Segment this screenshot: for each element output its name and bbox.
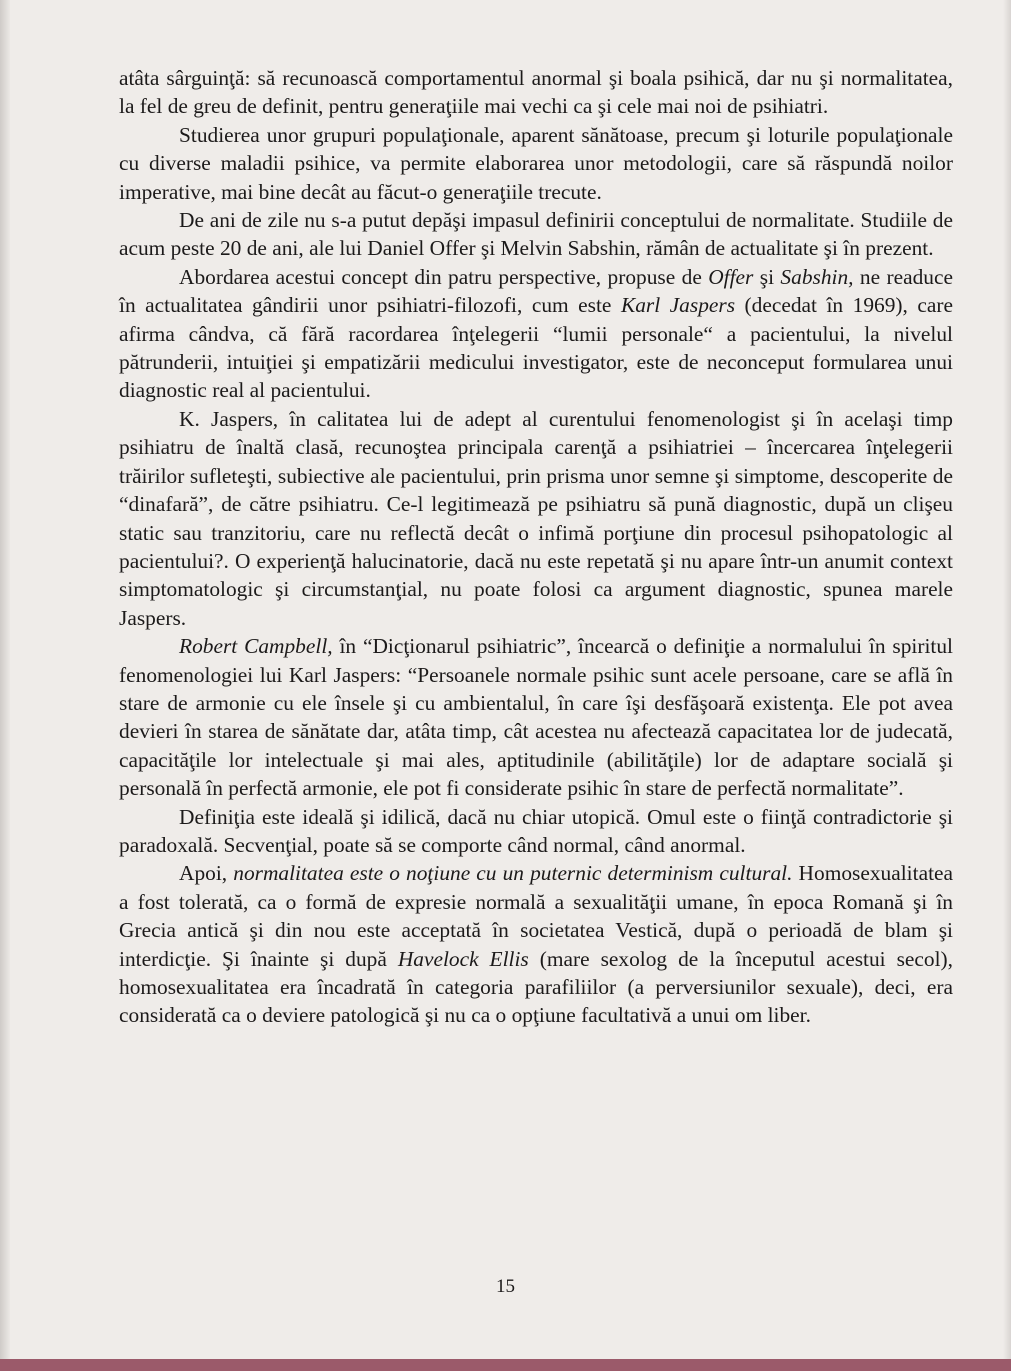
- paragraph-8: Apoi, normalitatea este o noţiune cu un puternic determinism cultural. Homosexualitatea a fost tolerată, ca o formă de expresie normală a sexualităţii umane, în epoca Romană şi în Grecia antică şi din nou este acceptată în societatea Vestică, după o perioadă de blam şi interdicţie. Şi înainte şi după Havelock Ellis (mare sexolog de la începutul acestui secol), homosexualitatea era încadrată în categoria parafiliilor (a perversiunilor sexuale), deci, era considerată ca o deviere patologică şi nu ca o opţiune facultativă a unui om liber.: [119, 861, 954, 1028]
- author-ellis: Havelock Ellis: [397, 946, 529, 971]
- paragraph-1: atâta sârguinţă: să recunoască comportamentul anormal şi boala psihică, dar nu şi normalitatea, la fel de greu de definit, pentru generaţiile mai vechi ca şi cele mai noi de psihiatri.: [119, 66, 953, 119]
- paragraph-4: Abordarea acestui concept din patru perspective, propuse de Offer şi Sabshin, ne readuce în actualitatea gândirii unor psihiatri-filozofi, cum este Karl Jaspers (decedat în 1969), care afirma cândva, că fără racordarea înţelegerii “lumii personale“ a pacientului, la nivelul pătrunderii, intuiţiei şi empatizării medicului investigator, este de neconceput formularea unui diagnostic real al pacientului.: [119, 264, 953, 403]
- page-edge-right: [1003, 0, 1011, 1371]
- page-edge-left: [0, 0, 10, 1371]
- emphasis-cultural-determinism: normalitatea este o noţiune cu un puternic determinism cultural.: [233, 861, 793, 886]
- paragraph-2: Studierea unor grupuri populaţionale, aparent sănătoase, precum şi loturile populaţionale cu diverse maladii psihice, va permite elaborarea unor metodologii, care să răspundă noilor imperative, mai bine decât au făcut-o generaţiile trecute.: [119, 122, 953, 204]
- author-offer: Offer: [708, 264, 754, 289]
- body-text: [119, 64, 953, 1030]
- paragraph-3: De ani de zile nu s-a putut depăşi impasul definirii conceptului de normalitate. Studiile de acum peste 20 de ani, ale lui Daniel Offer şi Melvin Sabshin, rămân de actualitate şi în prezent.: [119, 208, 953, 261]
- bottom-edge-strip: [0, 1359, 1011, 1371]
- paragraph-6: Robert Campbell, în “Dicţionarul psihiatric”, încearcă o definiţie a normalului în spiritul fenomenologiei lui Karl Jaspers: “Persoanele normale psihic sunt acele persoane, care se află în stare de armonie cu ele însele şi cu ambientalul, în care îşi desfăşoară existenţa. Ele pot avea devieri în starea de sănătate dar, atâta timp, cât acestea nu afectează capacitatea lor de judecată, capacităţile lor intelectuale şi mai ales, aptitudinile (abilităţile) lor de adaptare socială şi personală în perfectă armonie, ele pot fi considerate psihic în stare de perfectă normalitate”.: [119, 634, 953, 801]
- author-sabshin: Sabshin,: [780, 264, 854, 289]
- author-campbell: Robert Campbell,: [179, 634, 333, 659]
- page-number: 15: [496, 1276, 515, 1297]
- paragraph-5: K. Jaspers, în calitatea lui de adept al curentului fenomenologist şi în acelaşi timp psihiatru de înaltă clasă, recunoştea principala carenţă a psihiatriei – încercarea înţelegerii trăirilor sufleteşti, subiective ale pacientului, prin prisma unor semne şi simptome, descoperite de “dinafară”, de către psihiatru. Ce-l legitimează pe psihiatru să pună diagnostic, după un clişeu static sau tranzitoriu, care nu reflectă decât o infimă porţiune din procesul psihopatologic al pacientului?. O experienţă halucinatorie, dacă nu este repetată şi nu apare într-un anumit context simptomatologic şi circumstanţial, nu poate folosi ca argument diagnostic, spunea marele Jaspers.: [119, 406, 953, 630]
- author-jaspers: Karl Jaspers: [620, 293, 736, 318]
- paragraph-7: Definiţia este ideală şi idilică, dacă nu chiar utopică. Omul este o fiinţă contradictorie şi paradoxală. Secvenţial, poate să se comporte când normal, când anormal.: [119, 804, 953, 857]
